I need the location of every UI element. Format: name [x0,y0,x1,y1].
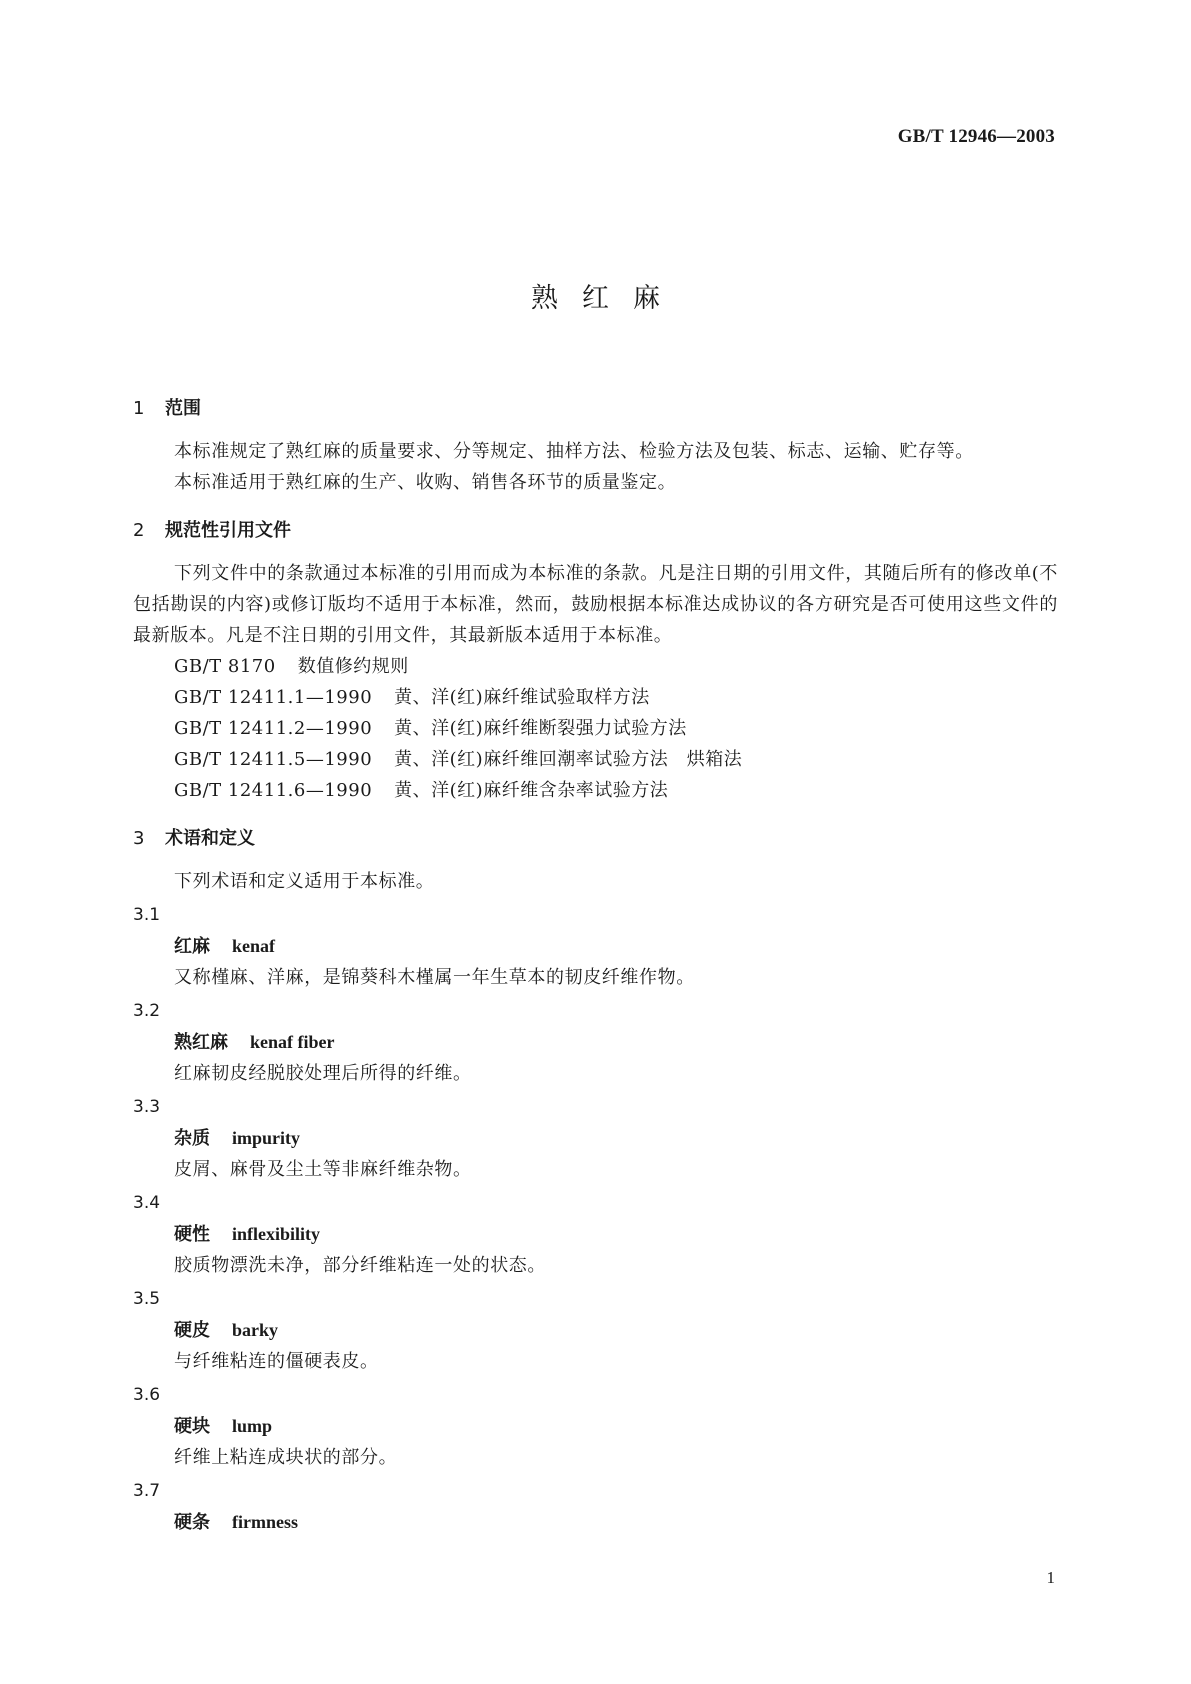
term-number: 3.7 [133,1481,161,1501]
term-name-en: barky [232,1320,279,1340]
term-number: 3.6 [133,1385,161,1405]
term-name-en: kenaf [232,936,276,956]
reference-item [133,713,1058,744]
reference-title: 黄、洋(红)麻纤维试验取样方法 [394,687,650,708]
term-definition: 又称槿麻、洋麻，是锦葵科木槿属一年生草本的韧皮纤维作物。 [174,967,695,988]
term-name-en: lump [232,1416,273,1436]
paragraph: 下列文件中的条款通过本标准的引用而成为本标准的条款。凡是注日期的引用文件，其随后所有的修改单(不包括勘误的内容)或修订版均不适用于本标准，然而，鼓励根据本标准达成协议的各方研究是否可使用这些文件的最新版本。凡是不注日期的引用文件，其最新版本适用于本标准。 [133,563,1058,646]
term-name-en: impurity [232,1128,301,1148]
document-title: 熟红麻 [531,283,684,314]
reference-title: 黄、洋(红)麻纤维断裂强力试验方法 [394,718,687,739]
term-name [133,1411,1058,1442]
section-number: 1 [133,398,145,419]
reference-code: GB/T 12411.5—1990 [174,749,373,770]
term-number: 3.4 [133,1193,161,1213]
term-number: 3.3 [133,1097,161,1117]
section-number: 3 [133,828,145,849]
reference-title: 黄、洋(红)麻纤维含杂率试验方法 [394,780,669,801]
reference-item [133,682,1058,713]
term-number: 3.5 [133,1289,161,1309]
term-definition: 胶质物漂洗未净，部分纤维粘连一处的状态。 [174,1255,546,1276]
reference-title: 数值修约规则 [297,656,409,677]
term-name [133,1123,1058,1154]
term-name-en: kenaf fiber [250,1032,335,1052]
term-name [133,931,1058,962]
section-title: 规范性引用文件 [165,520,291,541]
section-title: 范围 [165,398,201,419]
section-heading-scope [133,394,1058,424]
section-title: 术语和定义 [165,828,255,849]
reference-title: 黄、洋(红)麻纤维回潮率试验方法 烘箱法 [394,749,743,770]
reference-code: GB/T 12411.2—1990 [174,718,373,739]
term-name [133,1315,1058,1346]
term-name-zh: 熟红麻 [174,1032,228,1053]
term-definition: 纤维上粘连成块状的部分。 [174,1447,398,1468]
term-name [133,1507,1058,1538]
standard-code: GB/T 12946—2003 [897,126,1055,147]
term-name-zh: 硬性 [174,1224,210,1245]
reference-item [133,775,1058,806]
term-name-zh: 硬皮 [174,1320,210,1341]
paragraph: 下列术语和定义适用于本标准。 [174,871,435,892]
term-name [133,1027,1058,1058]
reference-item [133,651,1058,682]
term-definition: 皮屑、麻骨及尘土等非麻纤维杂物。 [174,1159,472,1180]
section-heading-terms [133,824,1058,854]
reference-code: GB/T 12411.1—1990 [174,687,373,708]
reference-code: GB/T 12411.6—1990 [174,780,373,801]
term-name [133,1219,1058,1250]
section-number: 2 [133,520,145,541]
reference-code: GB/T 8170 [174,656,276,677]
term-name-en: inflexibility [232,1224,321,1244]
term-name-zh: 硬块 [174,1416,210,1437]
term-name-zh: 杂质 [174,1128,210,1149]
term-name-zh: 硬条 [174,1512,210,1533]
term-name-en: firmness [232,1512,298,1532]
page-number: 1 [1046,1568,1055,1587]
section-heading-normative [133,516,1058,546]
term-definition: 与纤维粘连的僵硬表皮。 [174,1351,379,1372]
term-number: 3.2 [133,1001,161,1021]
paragraph: 本标准规定了熟红麻的质量要求、分等规定、抽样方法、检验方法及包装、标志、运输、贮存等。 [174,441,974,462]
term-number: 3.1 [133,905,161,925]
document-body [133,394,1058,1538]
term-definition: 红麻韧皮经脱胶处理后所得的纤维。 [174,1063,472,1084]
reference-item [133,744,1058,775]
paragraph: 本标准适用于熟红麻的生产、收购、销售各环节的质量鉴定。 [174,472,677,493]
term-name-zh: 红麻 [174,936,210,957]
